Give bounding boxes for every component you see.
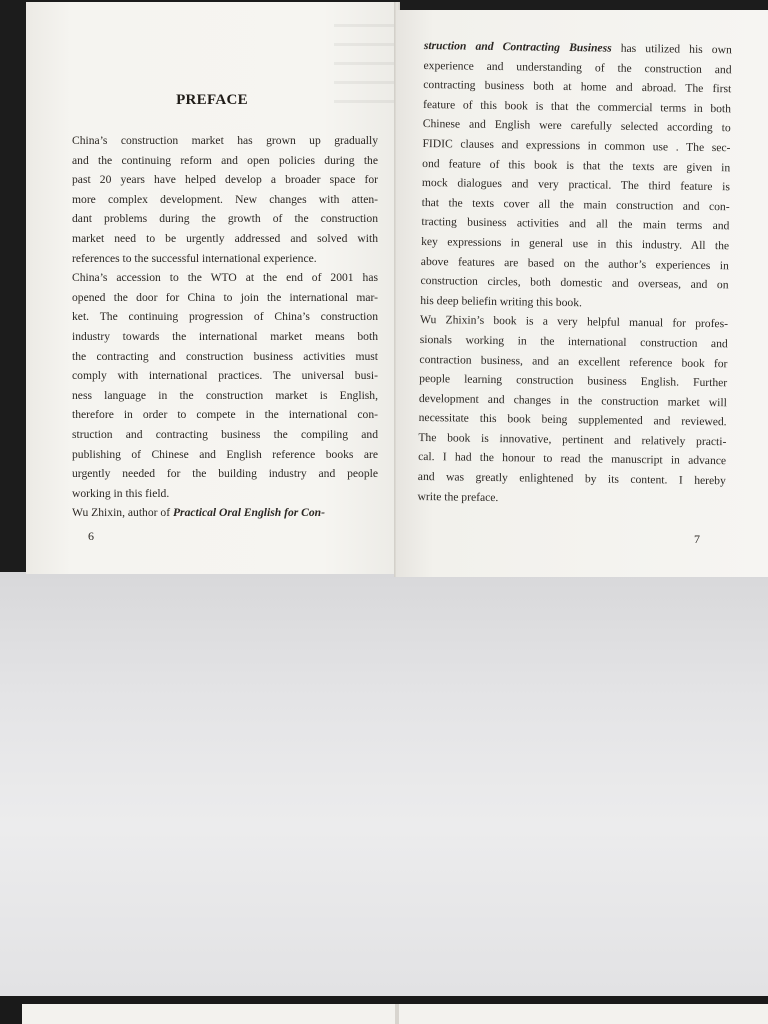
text-line: ness language in the construction market is English,	[72, 388, 378, 402]
text-line: contracting business both at home and abroad. The first	[423, 78, 732, 96]
text-line: FIDIC clauses and expressions in common use . The sec-	[422, 136, 731, 155]
right-page	[396, 10, 768, 577]
text-line: necessitate this book being supplemented and reviewed.	[418, 411, 727, 429]
text-line: urgently needed for the building industry and people	[72, 467, 378, 481]
text-line: struction and contracting business the compiling and	[72, 427, 378, 441]
text-line: China’s accession to the WTO at the end of 2001 has	[72, 271, 378, 285]
author-line-prefix: Wu Zhixin, author of	[72, 506, 173, 520]
text-line: write the preface.	[417, 489, 499, 504]
text-line: key expressions in general use in this industry. All the	[421, 234, 730, 253]
text-line: and was greatly enlightened by its content. I hereby	[417, 470, 726, 488]
text-line: Chinese and English were carefully selected according to	[422, 117, 731, 135]
text-line: working in this field.	[72, 486, 170, 500]
left-page	[26, 2, 398, 574]
text-line: his deep beliefin writing this book.	[420, 293, 583, 309]
text-line: the contracting and construction business activities must	[72, 349, 378, 363]
text-line: Wu Zhixin’s book is a very helpful manual for profes-	[419, 313, 729, 331]
next-page-spine	[395, 1004, 399, 1024]
scanner-background	[0, 572, 768, 996]
text-line: more complex development. New changes with atten-	[72, 192, 378, 206]
text-line: cal. I had the honour to read the manuscript in advance	[418, 450, 727, 468]
text-line-rest: has utilized his own	[611, 41, 732, 57]
text-line: tracting business activities and all the main terms and	[421, 215, 730, 233]
text-line: and the continuing reform and open policies during the	[72, 153, 378, 167]
left-page-body	[72, 131, 378, 523]
text-line: dant problems during the growth of the construction	[72, 212, 378, 226]
page-number: 6	[88, 529, 94, 543]
text-line: people learning construction business English. Further	[419, 372, 728, 390]
text-line: China’s construction market has grown up gradually	[72, 134, 378, 147]
text-line: above features are based on the author’s experiences in	[420, 254, 729, 272]
text-line: industry towards the international market means both	[72, 329, 378, 343]
book-title-fragment: Practical Oral English for Con-	[172, 506, 325, 520]
text-line: The book is innovative, pertinent and relatively practi-	[418, 430, 727, 449]
text-line: ond feature of this book is that the texts are given in	[422, 156, 731, 174]
right-page-body	[417, 36, 732, 511]
text-line: development and changes in the construction market will	[418, 391, 728, 409]
text-line: feature of this book is that the commercial terms in both	[422, 97, 732, 116]
text-line: therefore in order to compete in the international con-	[72, 408, 378, 422]
text-line: market need to be urgently addressed and solved with	[72, 231, 378, 245]
text-line: past 20 years have helped develop a broader space for	[72, 173, 378, 187]
text-line: publishing of Chinese and English reference books are	[72, 447, 378, 461]
text-line: references to the successful international experience.	[72, 251, 317, 265]
text-line: mock dialogues and very practical. The third feature is	[421, 176, 731, 194]
page-number: 7	[694, 532, 700, 546]
text-line: construction circles, both domestic and overseas, and on	[420, 274, 729, 292]
text-line: ket. The continuing progression of China’s construction	[72, 310, 378, 324]
text-line: that the texts cover all the main construction and con-	[421, 195, 730, 214]
author-line	[72, 503, 378, 523]
text-line: comply with international practices. The universal busi-	[72, 369, 378, 383]
text-line: sionals working in the international construction and	[419, 332, 728, 351]
text-line: opened the door for China to join the international mar-	[72, 290, 378, 304]
book-title-fragment: struction and Contracting Business	[423, 38, 612, 55]
page-title: PREFACE	[176, 92, 248, 108]
text-line: experience and understanding of the construction and	[423, 58, 732, 76]
text-line: contraction business, and an excellent reference book for	[419, 352, 728, 370]
